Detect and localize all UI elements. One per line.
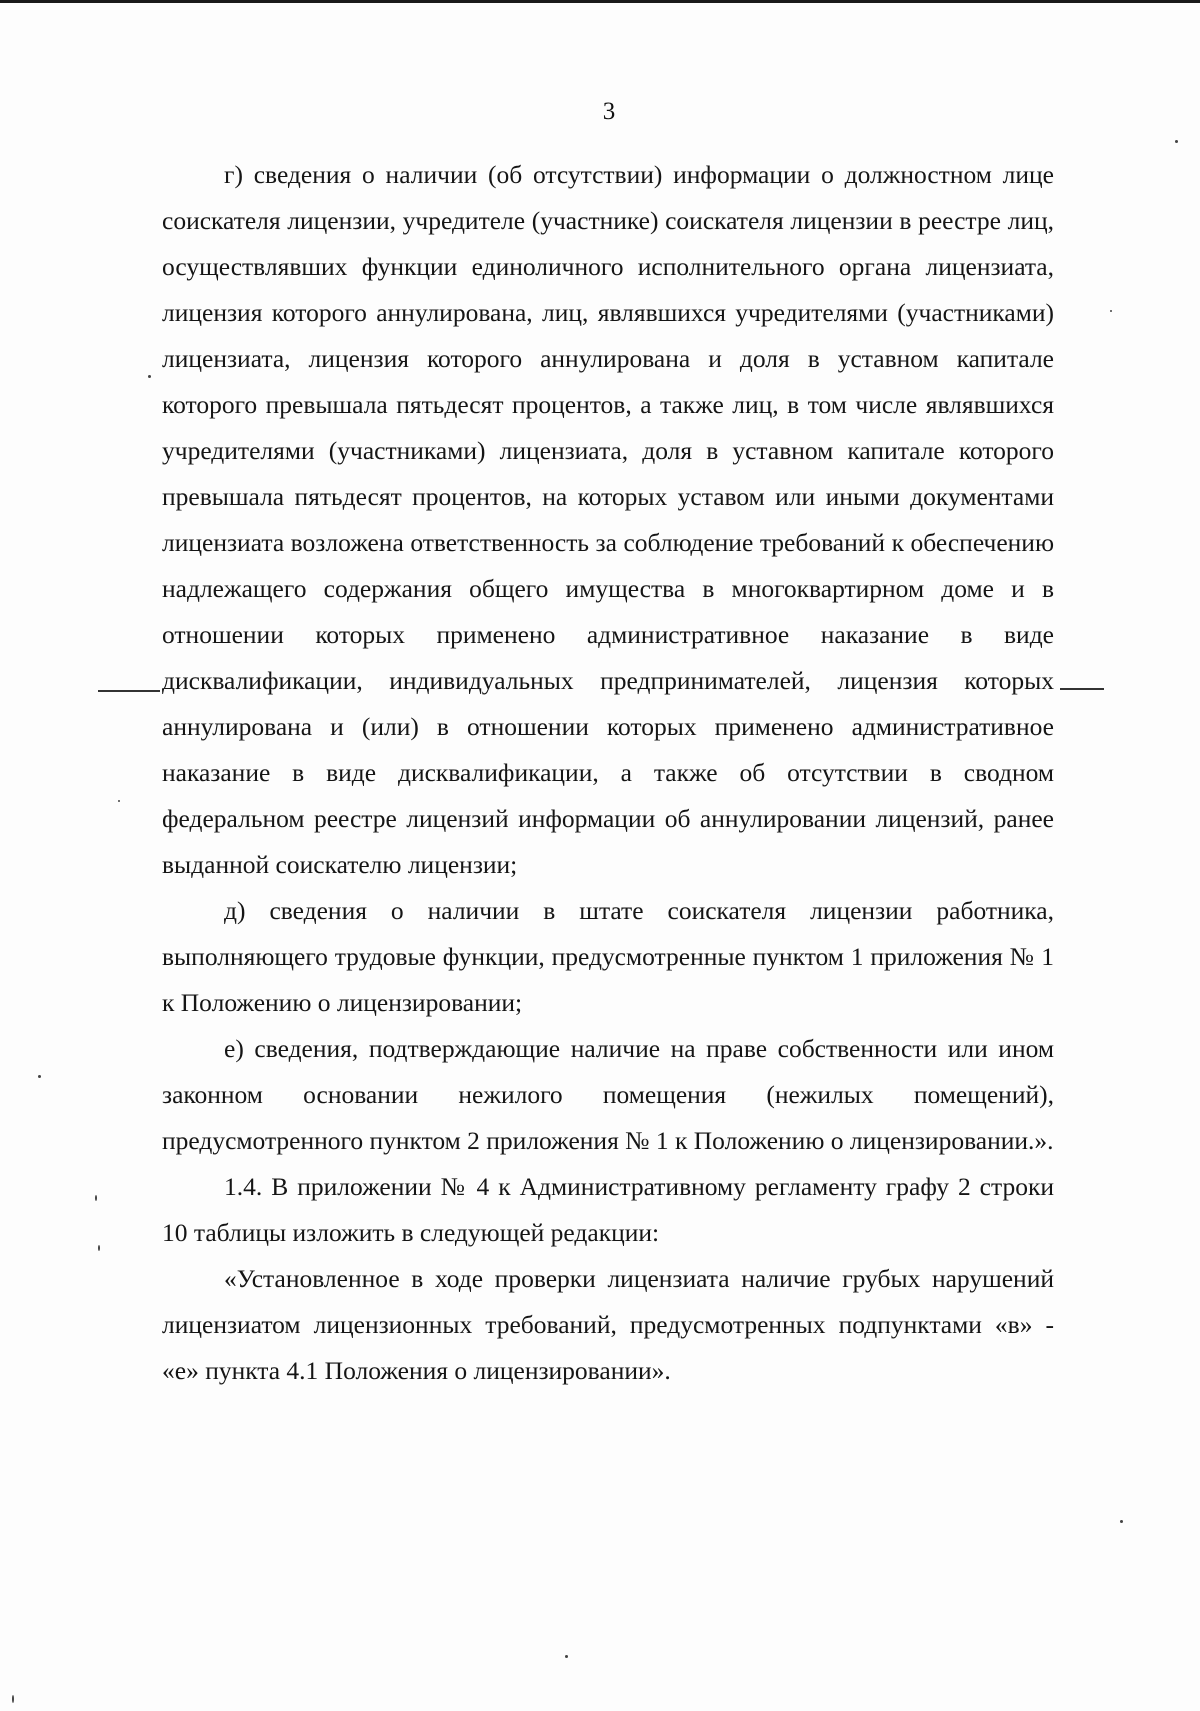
scan-mark-right — [1060, 688, 1104, 690]
scan-speck — [148, 375, 151, 378]
scan-speck — [38, 1075, 41, 1078]
document-body — [162, 152, 1054, 1394]
paragraph-quote: «Установленное в ходе проверки лицензиата наличие грубых нарушений лицензиатом лицензионных требований, предусмотренных подпунктами «в» - «е» пункта 4.1 Положения о лицензировании». — [162, 1264, 1054, 1385]
paragraph-d: д) сведения о наличии в штате соискателя лицензии работника, выполняющего трудовые функции, предусмотренные пунктом 1 приложения № 1 к Положению о лицензировании; — [162, 896, 1054, 1017]
scan-speck — [1110, 310, 1112, 312]
paragraph-g: г) сведения о наличии (об отсутствии) информации о должностном лице соискателя лицензии, учредителе (участнике) соискателя лицензии в реестре лиц, осуществлявших функции единоличного исполнительного органа лицензиата, лицензия которого аннулирована, лиц, являвшихся учредителями (участниками) лицензиата, лицензия которого аннулирована и доля в уставном капитале которого превышала пятьдесят процентов, а также лиц, в том числе являвшихся учредителями (участниками) лицензиата, доля в уставном капитале которого превышала пятьдесят процентов, на которых уставом или иными документами лицензиата возложена ответственность за соблюдение требований к обеспечению надлежащего содержания общего имущества в многоквартирном доме и в отношении которых применено административное наказание в виде дисквалификации, индивидуальных предпринимателей, лицензия которых аннулирована и (или) в отношении которых применено административное наказание в виде дисквалификации, а также об отсутствии в сводном федеральном реестре лицензий информации об аннулировании лицензий, ранее выданной соискателю лицензии; — [162, 160, 1054, 879]
paragraph-e: е) сведения, подтверждающие наличие на праве собственности или ином законном основании нежилого помещения (нежилых помещений), предусмотренного пунктом 2 приложения № 1 к Положению о лицензировании.». — [162, 1034, 1054, 1155]
scan-top-edge — [0, 0, 1200, 3]
scan-speck — [12, 1695, 14, 1703]
scan-speck — [1175, 140, 1178, 143]
scan-speck — [98, 1245, 100, 1251]
paragraph-1-4: 1.4. В приложении № 4 к Административному регламенту графу 2 строки 10 таблицы изложить в следующей редакции: — [162, 1172, 1054, 1247]
scan-speck — [95, 1195, 97, 1201]
scan-speck — [565, 1655, 568, 1658]
scan-speck — [1120, 1520, 1123, 1523]
page-number: 3 — [602, 98, 616, 125]
scan-mark-left — [98, 690, 160, 692]
scan-speck — [118, 800, 120, 802]
